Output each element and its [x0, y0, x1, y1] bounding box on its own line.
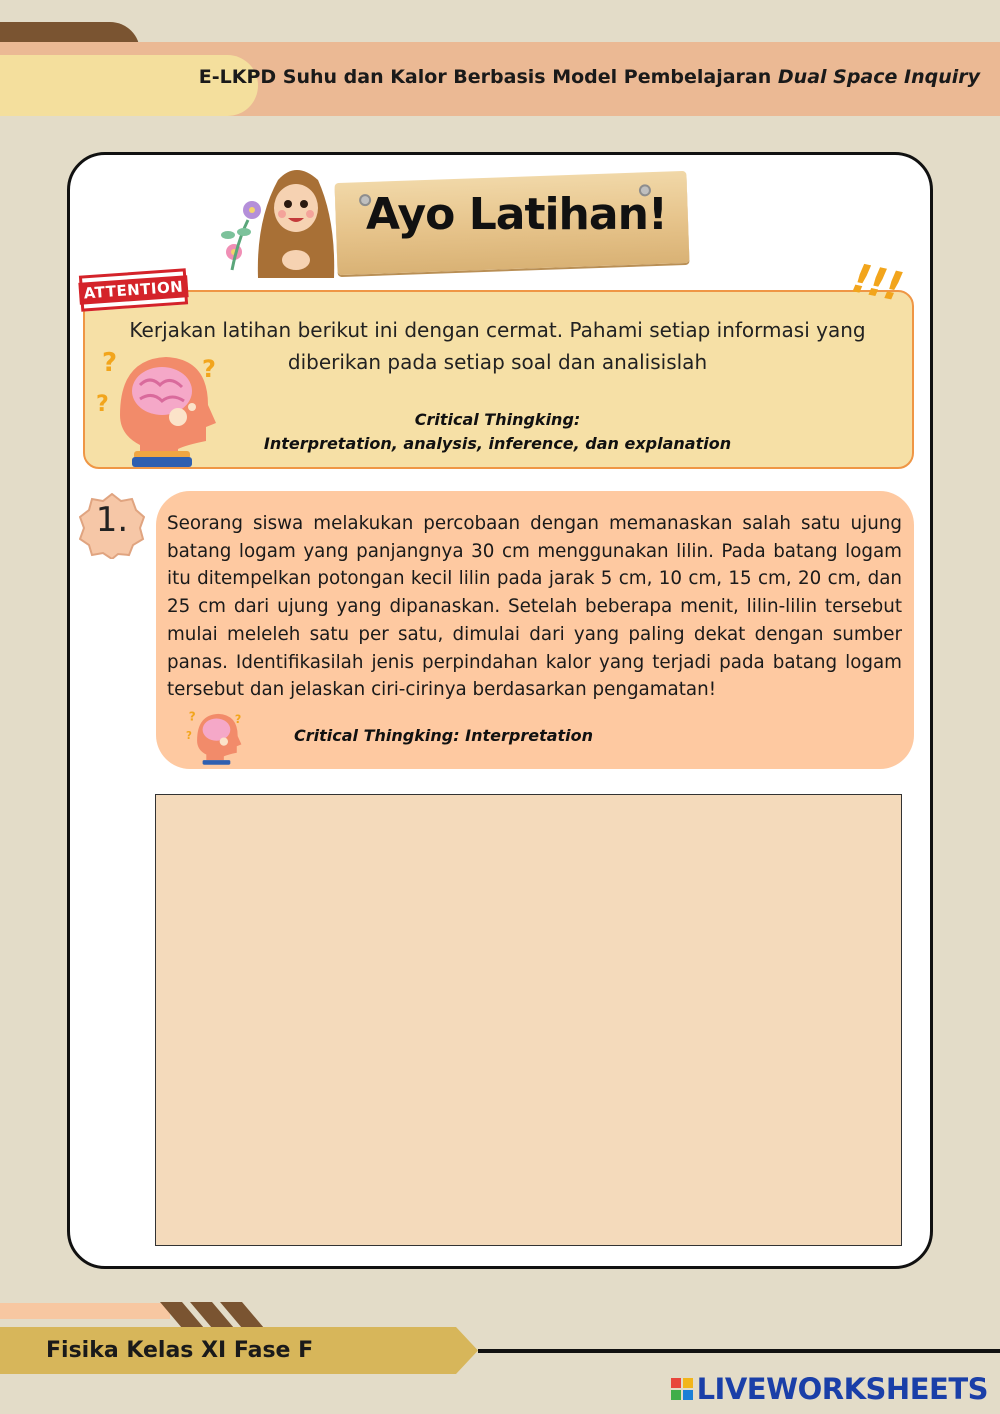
liveworksheets-brand: LIVEWORKSHEETS	[696, 1372, 988, 1406]
critical-thinking-skills: Interpretation, analysis, inference, dan explanation	[263, 434, 732, 453]
attention-tag-label: ATTENTION	[78, 275, 189, 305]
critical-thinking-label: Critical Thingking:	[414, 410, 581, 429]
svg-text:?: ?	[186, 730, 192, 742]
svg-text:?: ?	[188, 709, 196, 724]
svg-text:?: ?	[202, 355, 216, 383]
question-text: Seorang siswa melakukan percobaan dengan memanaskan salah satu ujung batang logam yang panjangnya 30 cm menggunakan lilin. Pada batang logam itu ditempelkan potongan kecil lilin pada jarak 5 cm, 10 cm, 15 cm, 20 cm, dan 25 cm dari ujung yang dipanaskan. Setelah beberapa menit, lilin-lilin tersebut mulai meleleh satu per satu, dimulai dari yang paling dekat dengan sumber panas. Identifikasilah jenis perpindahan kalor yang terjadi pada batang logam tersebut dan jelaskan ciri-cirinya berdasarkan pengamatan!	[167, 513, 902, 701]
svg-text:?: ?	[234, 713, 242, 727]
question-critical-thinking-label: Critical Thingking: Interpretation	[294, 726, 594, 745]
brain-thinking-icon	[96, 345, 226, 469]
svg-text:?: ?	[96, 392, 109, 417]
footer-stripes-icon	[160, 1302, 270, 1328]
question-number: 1.	[95, 500, 129, 540]
liveworksheets-logo-icon	[671, 1378, 693, 1400]
attention-instruction-line2: diberikan pada setiap soal dan analisislah	[287, 350, 708, 374]
header-title-main: E-LKPD Suhu dan Kalor Berbasis Model Pembelajaran	[198, 66, 778, 88]
svg-text:?: ?	[102, 348, 118, 378]
attention-instruction-line1: Kerjakan latihan berikut ini dengan cermat. Pahami setiap informasi yang	[129, 318, 866, 342]
section-title: Ayo Latihan!	[366, 189, 667, 240]
footer-accent	[0, 1303, 170, 1319]
header-title-italic: Dual Space Inquiry	[777, 66, 980, 88]
page-header-title	[199, 66, 980, 88]
answer-textarea[interactable]	[155, 794, 902, 1246]
girl-illustration-icon	[218, 160, 342, 278]
exclamation-icon: !!!	[847, 255, 905, 311]
footer-subject: Fisika Kelas XI Fase F	[46, 1338, 314, 1363]
liveworksheets-logo[interactable]	[671, 1371, 988, 1407]
brain-thinking-icon	[186, 708, 246, 766]
footer-divider	[478, 1349, 1000, 1353]
attention-tag	[79, 268, 188, 311]
